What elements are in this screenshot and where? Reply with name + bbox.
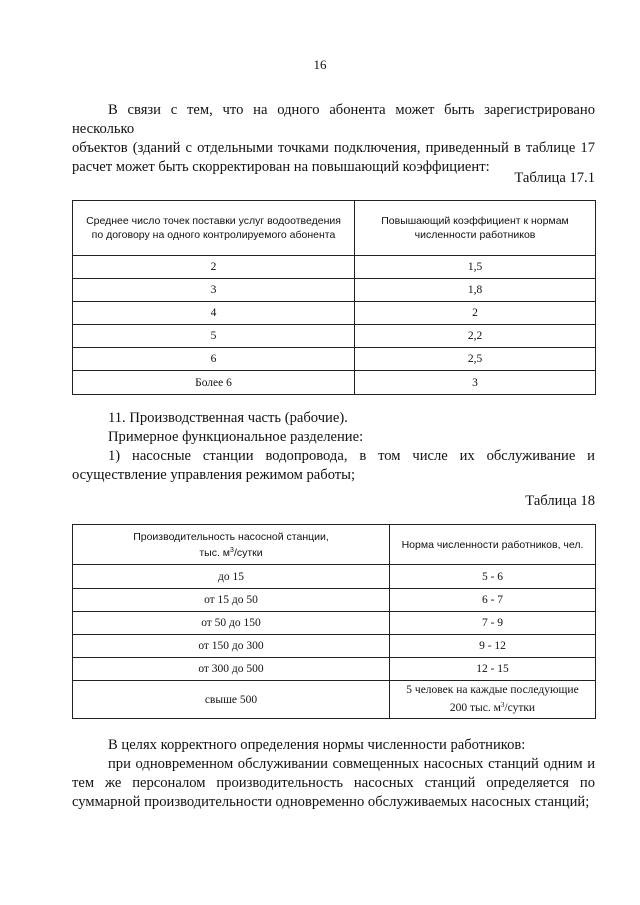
- header-capacity-unit-post: /сутки: [233, 546, 263, 559]
- intro-line-1: В связи с тем, что на одного абонента может быть зарегистрировано несколько: [72, 102, 595, 137]
- table-row: [73, 589, 596, 612]
- cell-norm: 5 - 6: [390, 565, 596, 589]
- cell-norm: 9 - 12: [390, 635, 596, 658]
- header-coefficient: Повышающий коэффициент к нормам численности работников: [355, 201, 596, 256]
- cell-coefficient: 1,8: [355, 279, 596, 302]
- header-capacity-line-1: Производительность насосной станции,: [133, 530, 329, 543]
- page-number: 16: [313, 57, 327, 72]
- header-points: Среднее число точек поставки услуг водоотведения по договору на одного контролируемого абонента: [73, 201, 355, 256]
- cell-coefficient: 2,5: [355, 348, 596, 371]
- table-row: [73, 565, 596, 589]
- cell-coefficient: 3: [355, 371, 596, 395]
- cell-norm: 6 - 7: [390, 589, 596, 612]
- cell-points: 3: [73, 279, 355, 302]
- cell-points: 5: [73, 325, 355, 348]
- cell-capacity: от 15 до 50: [73, 589, 390, 612]
- table-row: [73, 658, 596, 681]
- cell-points: 6: [73, 348, 355, 371]
- cell-capacity: от 150 до 300: [73, 635, 390, 658]
- header-capacity-unit: тыс. м: [199, 546, 231, 559]
- table-row: [73, 279, 596, 302]
- cell-capacity: от 50 до 150: [73, 612, 390, 635]
- table-row: [73, 681, 596, 719]
- cell-norm: 7 - 9: [390, 612, 596, 635]
- cell-norm-line-2-post: /сутки: [504, 702, 536, 714]
- table-header-row: [73, 201, 596, 256]
- section-11-subtitle: Примерное функциональное разделение:: [108, 429, 364, 445]
- cell-norm-line-1: 5 человек на каждые последующие: [406, 684, 579, 696]
- table-row: [73, 635, 596, 658]
- header-capacity: [73, 525, 390, 565]
- table-row: [73, 348, 596, 371]
- closing-line-2: тем же персоналом производительность насосных станций определяется по: [72, 775, 595, 791]
- table-row: [73, 256, 596, 279]
- cell-capacity: свыше 500: [73, 681, 390, 719]
- cell-capacity: от 300 до 500: [73, 658, 390, 681]
- table-header-row: [73, 525, 596, 565]
- cell-points: 4: [73, 302, 355, 325]
- table-row: [73, 302, 596, 325]
- cell-norm-sup: 3: [500, 701, 505, 709]
- table-18: [72, 524, 596, 719]
- cell-coefficient: 2,2: [355, 325, 596, 348]
- header-capacity-unit-sup: 3: [230, 546, 234, 554]
- cell-points: 2: [73, 256, 355, 279]
- closing-line-1: при одновременном обслуживании совмещенных насосных станций одним и: [108, 756, 595, 772]
- table-row: [73, 371, 596, 395]
- closing-line-3: суммарной производительности одновременно обслуживаемых насосных станций;: [72, 794, 590, 810]
- intro-paragraph: [72, 101, 595, 177]
- closing-paragraph: [72, 736, 595, 812]
- cell-coefficient: 2: [355, 302, 596, 325]
- table-row: [73, 612, 596, 635]
- cell-capacity: до 15: [73, 565, 390, 589]
- cell-norm: 12 - 15: [390, 658, 596, 681]
- cell-norm: [390, 681, 596, 719]
- cell-norm-line-2: 200 тыс. м: [449, 702, 501, 714]
- section-11-item-line-1: 1) насосные станции водопровода, в том числе их обслуживание и: [108, 448, 595, 464]
- intro-line-2: объектов (зданий с отдельными точками подключения, приведенный в таблице 17: [72, 140, 595, 156]
- table-row: [73, 325, 596, 348]
- cell-points: Более 6: [73, 371, 355, 395]
- section-11: [72, 409, 595, 485]
- table-17-1: [72, 200, 596, 395]
- table-18-caption: Таблица 18: [525, 493, 595, 509]
- section-11-item-line-2: осуществление управления режимом работы;: [72, 467, 356, 483]
- section-11-title: 11. Производственная часть (рабочие).: [108, 410, 348, 426]
- intro-line-3: расчет может быть скорректирован на повышающий коэффициент:: [72, 159, 490, 175]
- closing-intro: В целях корректного определения нормы численности работников:: [108, 737, 526, 753]
- table-17-1-caption: Таблица 17.1: [514, 170, 595, 186]
- header-norm: Норма численности работников, чел.: [390, 525, 596, 565]
- cell-coefficient: 1,5: [355, 256, 596, 279]
